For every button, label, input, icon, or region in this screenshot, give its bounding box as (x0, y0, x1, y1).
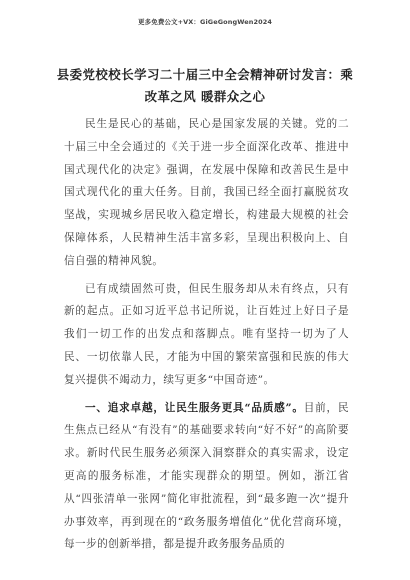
document-body (64, 113, 349, 561)
section-heading: 一、追求卓越，让民生服务更具“品质感”。 (85, 401, 304, 414)
paragraph-3-text: 目前，民生焦点已经从“有没有”的基础要求转向“好不好”的高阶要求。新时代民生服务必须深入洞察群众的真实需求，设定更高的服务标准，才能实现群众的期望。例如，浙江省从“四张清单一张网”简化审批流程，到“最多跑一次”提升办事效率，再到现在的“政务服务增值化”优化营商环境，每一步的创新举措，都是提升政务服务品质的 (64, 401, 349, 551)
header-note: 更多免费公文+VX：GiGeGongWen2024 (138, 18, 272, 26)
paragraph-2: 已有成绩固然可贵，但民生服务却从未有终点，只有新的起点。正如习近平总书记所说，让百姓过上好日子是我们一切工作的出发点和落脚点。唯有坚持一切为了人民、一切依靠人民，才能为中国的繁荣富强和民族的伟大复兴提供不竭动力，续写更多“中国奇迹”。 (64, 282, 349, 386)
paragraph-3 (64, 397, 349, 557)
paragraph-1: 民生是民心的基础，民心是国家发展的关键。党的二十届三中全会通过的《关于进一步全面深化改革、推进中国式现代化的决定》强调，在发展中保障和改善民生是中国式现代化的重大任务。目前，我国已经全面打赢脱贫攻坚战，实现城乡居民收入稳定增长，构建最大规模的社会保障体系，人民精神生活丰富多彩，呈现出积极向上、自信自强的精神风貌。 (64, 118, 349, 267)
document-title: 县委党校校长学习二十届三中全会精神研讨发言：乘改革之风 暖群众之心 (56, 67, 354, 104)
